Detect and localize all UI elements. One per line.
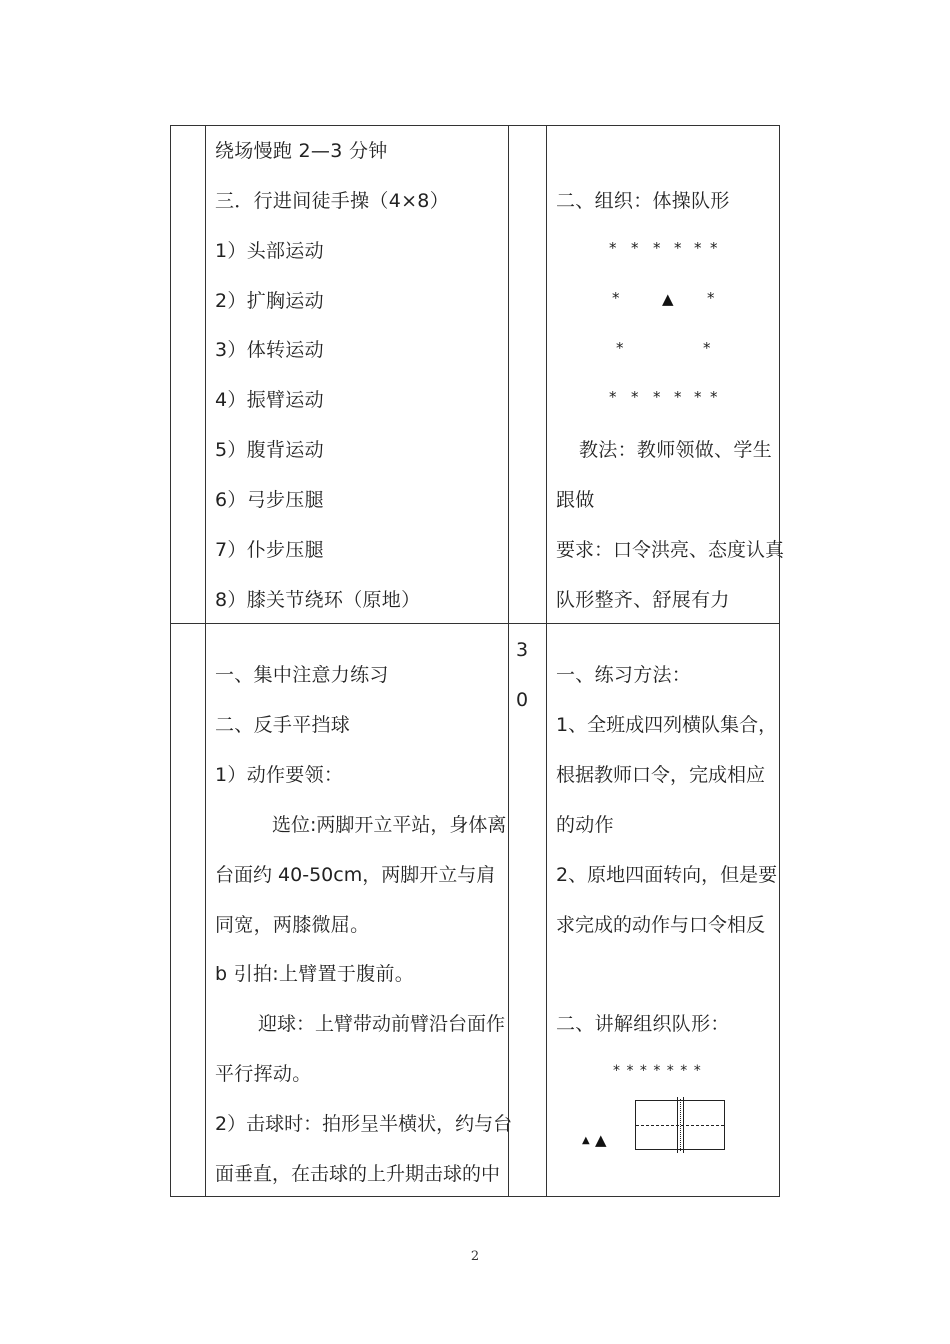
column-divider-3 [546, 125, 547, 1197]
student-star: * [703, 339, 711, 357]
teaching-method: 跟做 [556, 489, 595, 511]
student-star: * [694, 388, 702, 406]
student-star: * [653, 239, 661, 257]
organization-heading: 一、练习方法： [556, 664, 692, 686]
page-number: 2 [470, 1249, 480, 1264]
content-line: 绕场慢跑 2—3 分钟 [215, 140, 388, 162]
content-line: 8）膝关节绕环（原地） [215, 589, 421, 611]
row-divider [170, 623, 780, 624]
content-line: 同宽，两膝微屈。 [215, 914, 370, 936]
student-star: * [631, 388, 639, 406]
content-line: 1）头部运动 [215, 240, 324, 262]
content-line: 5）腹背运动 [215, 439, 324, 461]
table-border-right [779, 125, 780, 1197]
student-star: * [674, 388, 682, 406]
student-star: * [616, 339, 624, 357]
organization-heading: 二、讲解组织队形： [556, 1013, 730, 1035]
student-star: * [612, 289, 620, 307]
teaching-method: 教法：教师领做、学生 [579, 439, 773, 461]
organization-text: 1、全班成四列横队集合， [556, 714, 778, 736]
column-divider-2 [508, 125, 509, 1197]
student-star: * [710, 239, 718, 257]
time-minutes-digit: 3 [516, 639, 529, 661]
organization-text: 的动作 [556, 814, 614, 836]
content-line: b 引拍:上臂置于腹前。 [215, 963, 415, 985]
table-border-bottom [170, 1196, 780, 1197]
content-line: 2）扩胸运动 [215, 290, 324, 312]
content-line: 6）弓步压腿 [215, 489, 324, 511]
table-border-left [170, 125, 171, 1197]
requirement: 要求：口令洪亮、态度认真 [556, 539, 785, 561]
content-line: 3）体转运动 [215, 339, 324, 361]
student-star: * [609, 239, 617, 257]
column-divider-1 [205, 125, 206, 1197]
time-minutes-digit: 0 [516, 689, 529, 711]
student-star: * [694, 239, 702, 257]
content-line: 三．行进间徒手操（4×8） [215, 190, 449, 212]
student-star: * [710, 388, 718, 406]
lesson-plan-table [170, 125, 780, 1197]
content-line: 1）动作要领： [215, 764, 344, 786]
student-star: * [653, 388, 661, 406]
content-line: 面垂直，在击球的上升期击球的中 [215, 1163, 501, 1185]
small-triangle-icon: ▲ [582, 1135, 590, 1146]
organization-text: 根据教师口令，完成相应 [556, 764, 766, 786]
content-line: 台面约 40-50cm，两脚开立与肩 [215, 864, 496, 886]
content-line: 2）击球时：拍形呈半横状，约与台 [215, 1113, 513, 1135]
student-star: * [609, 388, 617, 406]
content-line: 4）振臂运动 [215, 389, 324, 411]
student-row-stars: * * * * * * * [613, 1063, 702, 1079]
content-line: 二、反手平挡球 [215, 714, 351, 736]
content-line: 选位:两脚开立平站，身体离 [272, 814, 507, 836]
content-line: 平行挥动。 [215, 1063, 312, 1085]
requirement: 队形整齐、舒展有力 [556, 589, 730, 611]
teacher-triangle-icon: ▲ [662, 290, 674, 308]
organization-text: 2、原地四面转向，但是要 [556, 864, 778, 886]
student-star: * [674, 239, 682, 257]
content-line: 迎球：上臂带动前臂沿台面作 [258, 1013, 506, 1035]
student-star: * [631, 239, 639, 257]
teacher-triangle-icon: ▲ [595, 1131, 607, 1149]
student-star: * [707, 289, 715, 307]
content-line: 一、集中注意力练习 [215, 664, 389, 686]
content-line: 7）仆步压腿 [215, 539, 324, 561]
organization-heading: 二、组织：体操队形 [556, 190, 730, 212]
table-net-mesh [680, 1099, 681, 1151]
organization-text: 求完成的动作与口令相反 [556, 914, 766, 936]
table-border-top [170, 125, 780, 126]
